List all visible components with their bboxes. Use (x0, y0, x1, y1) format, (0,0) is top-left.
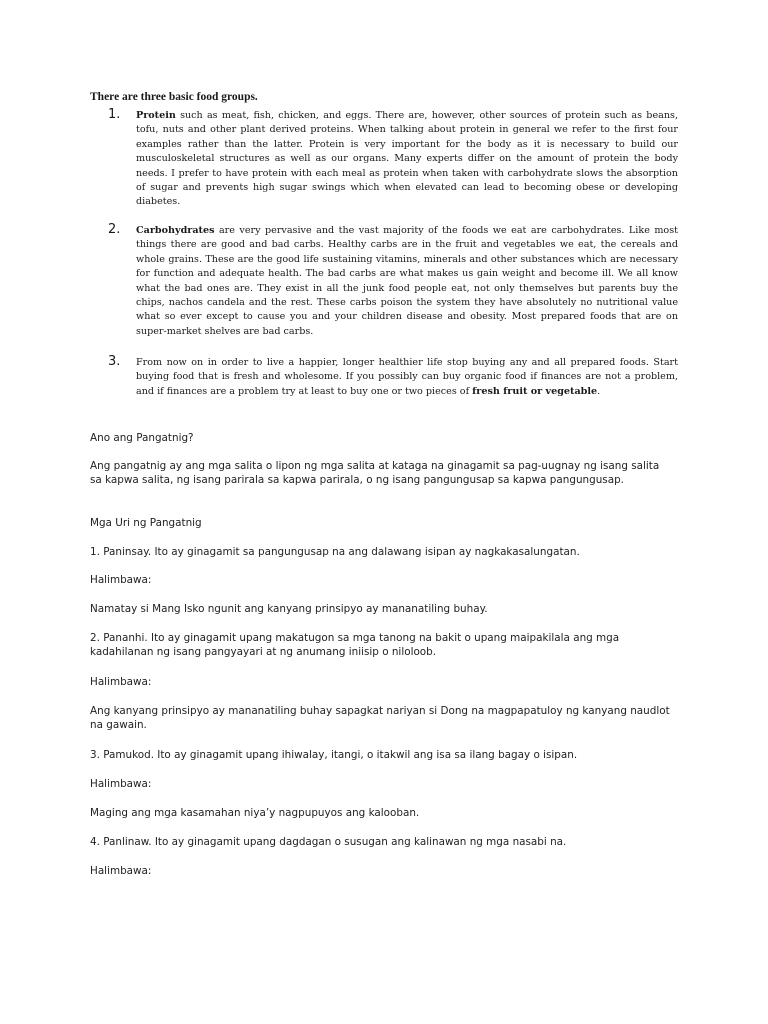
food-groups-heading: There are three basic food groups. (90, 91, 258, 103)
example-pananhi: Ang kanyang prinsipyo ay mananatiling buhay sapagkat nariyan si Dong na magpapatuloy ng kanyang naudlot na gawain. (90, 705, 670, 731)
bold-phrase: fresh fruit or vegetable (472, 385, 598, 397)
section-title-pangatnig: Ano ang Pangatnig? (90, 432, 194, 444)
list-number: 3. (108, 354, 121, 369)
paragraph-paninsay: 1. Paninsay. Ito ay ginagamit sa pangungusap na ang dalawang isipan ay nagkakasalungatan. (90, 546, 580, 558)
food-group-text: Protein such as meat, fish, chicken, and eggs. There are, however, other sources of protein such as beans, tofu, nuts and other plant derived proteins. When talking about protein in general we refer to the first four examples rather than the latter. Protein is very important for the body as it is necessary to build our musculoskeletal structures as well as our organs. Many experts differ on the amount of protein the body needs. I prefer to have protein with each meal as protein when taken with carbohydrate slows the absorption of sugar and prevents high sugar swings which when elevated can lead to becoming obese or developing diabetes. (136, 110, 678, 208)
example-label: Halimbawa: (90, 574, 152, 586)
food-group-term: Carbohydrates (136, 225, 215, 236)
section-title-uri: Mga Uri ng Pangatnig (90, 517, 202, 529)
example-paninsay: Namatay si Mang Isko ngunit ang kanyang prinsipyo ay mananatiling buhay. (90, 603, 488, 615)
example-pamukod: Maging ang mga kasamahan niya’y nagpupuyos ang kalooban. (90, 807, 420, 819)
example-label: Halimbawa: (90, 778, 152, 790)
food-group-text: From now on in order to live a happier, longer healthier life stop buying any and all prepared foods. Start buying food that is fresh and wholesome. If you possibly can buy organic food if finances are not a problem, and if finances are a problem try at least to buy one or two pieces of fresh fruit or vegetable. (136, 357, 678, 397)
list-number: 2. (108, 222, 121, 237)
paragraph-definition: Ang pangatnig ay ang mga salita o lipon ng mga salita at kataga na ginagamit sa pag-uugnay ng isang salita sa kapwa salita, ng isang parirala sa kapwa parirala, o ng isang pangungusap sa kapwa pangungusap. (90, 460, 660, 486)
food-group-item-advice (108, 356, 678, 399)
food-group-term: Protein (136, 110, 176, 121)
paragraph-pamukod: 3. Pamukod. Ito ay ginagamit upang ihiwalay, itangi, o itakwil ang isa sa ilang bagay o isipan. (90, 749, 578, 761)
example-label: Halimbawa: (90, 676, 152, 688)
food-group-item-carbohydrates (108, 224, 678, 339)
food-group-item-protein (108, 109, 678, 210)
paragraph-panlinaw: 4. Panlinaw. Ito ay ginagamit upang dagdagan o susugan ang kalinawan ng mga nasabi na. (90, 836, 567, 848)
example-label: Halimbawa: (90, 865, 152, 877)
paragraph-pananhi: 2. Pananhi. Ito ay ginagamit upang makatugon sa mga tanong na bakit o upang maipakilala ang mga kadahilanan ng isang pangyayari at ng anumang iniisip o niloloob. (90, 632, 620, 658)
food-group-text: Carbohydrates are very pervasive and the vast majority of the foods we eat are carbohydrates. Like most things there are good and bad carbs. Healthy carbs are in the fruit and vegetables we eat, the cereals and whole grains. These are the good life sustaining vitamins, minerals and other substances which are necessary for function and adequate health. The bad carbs are what makes us gain weight and become ill. We all know what the bad ones are. They exist in all the junk food people eat, not only themselves but parents buy the chips, nachos candela and the rest. These carbs poison the system they have absolutely no nutritional value what so ever except to cause you and your children disease and obesity. Most prepared foods that are on super-market shelves are bad carbs. (136, 225, 678, 337)
list-number: 1. (108, 107, 121, 122)
